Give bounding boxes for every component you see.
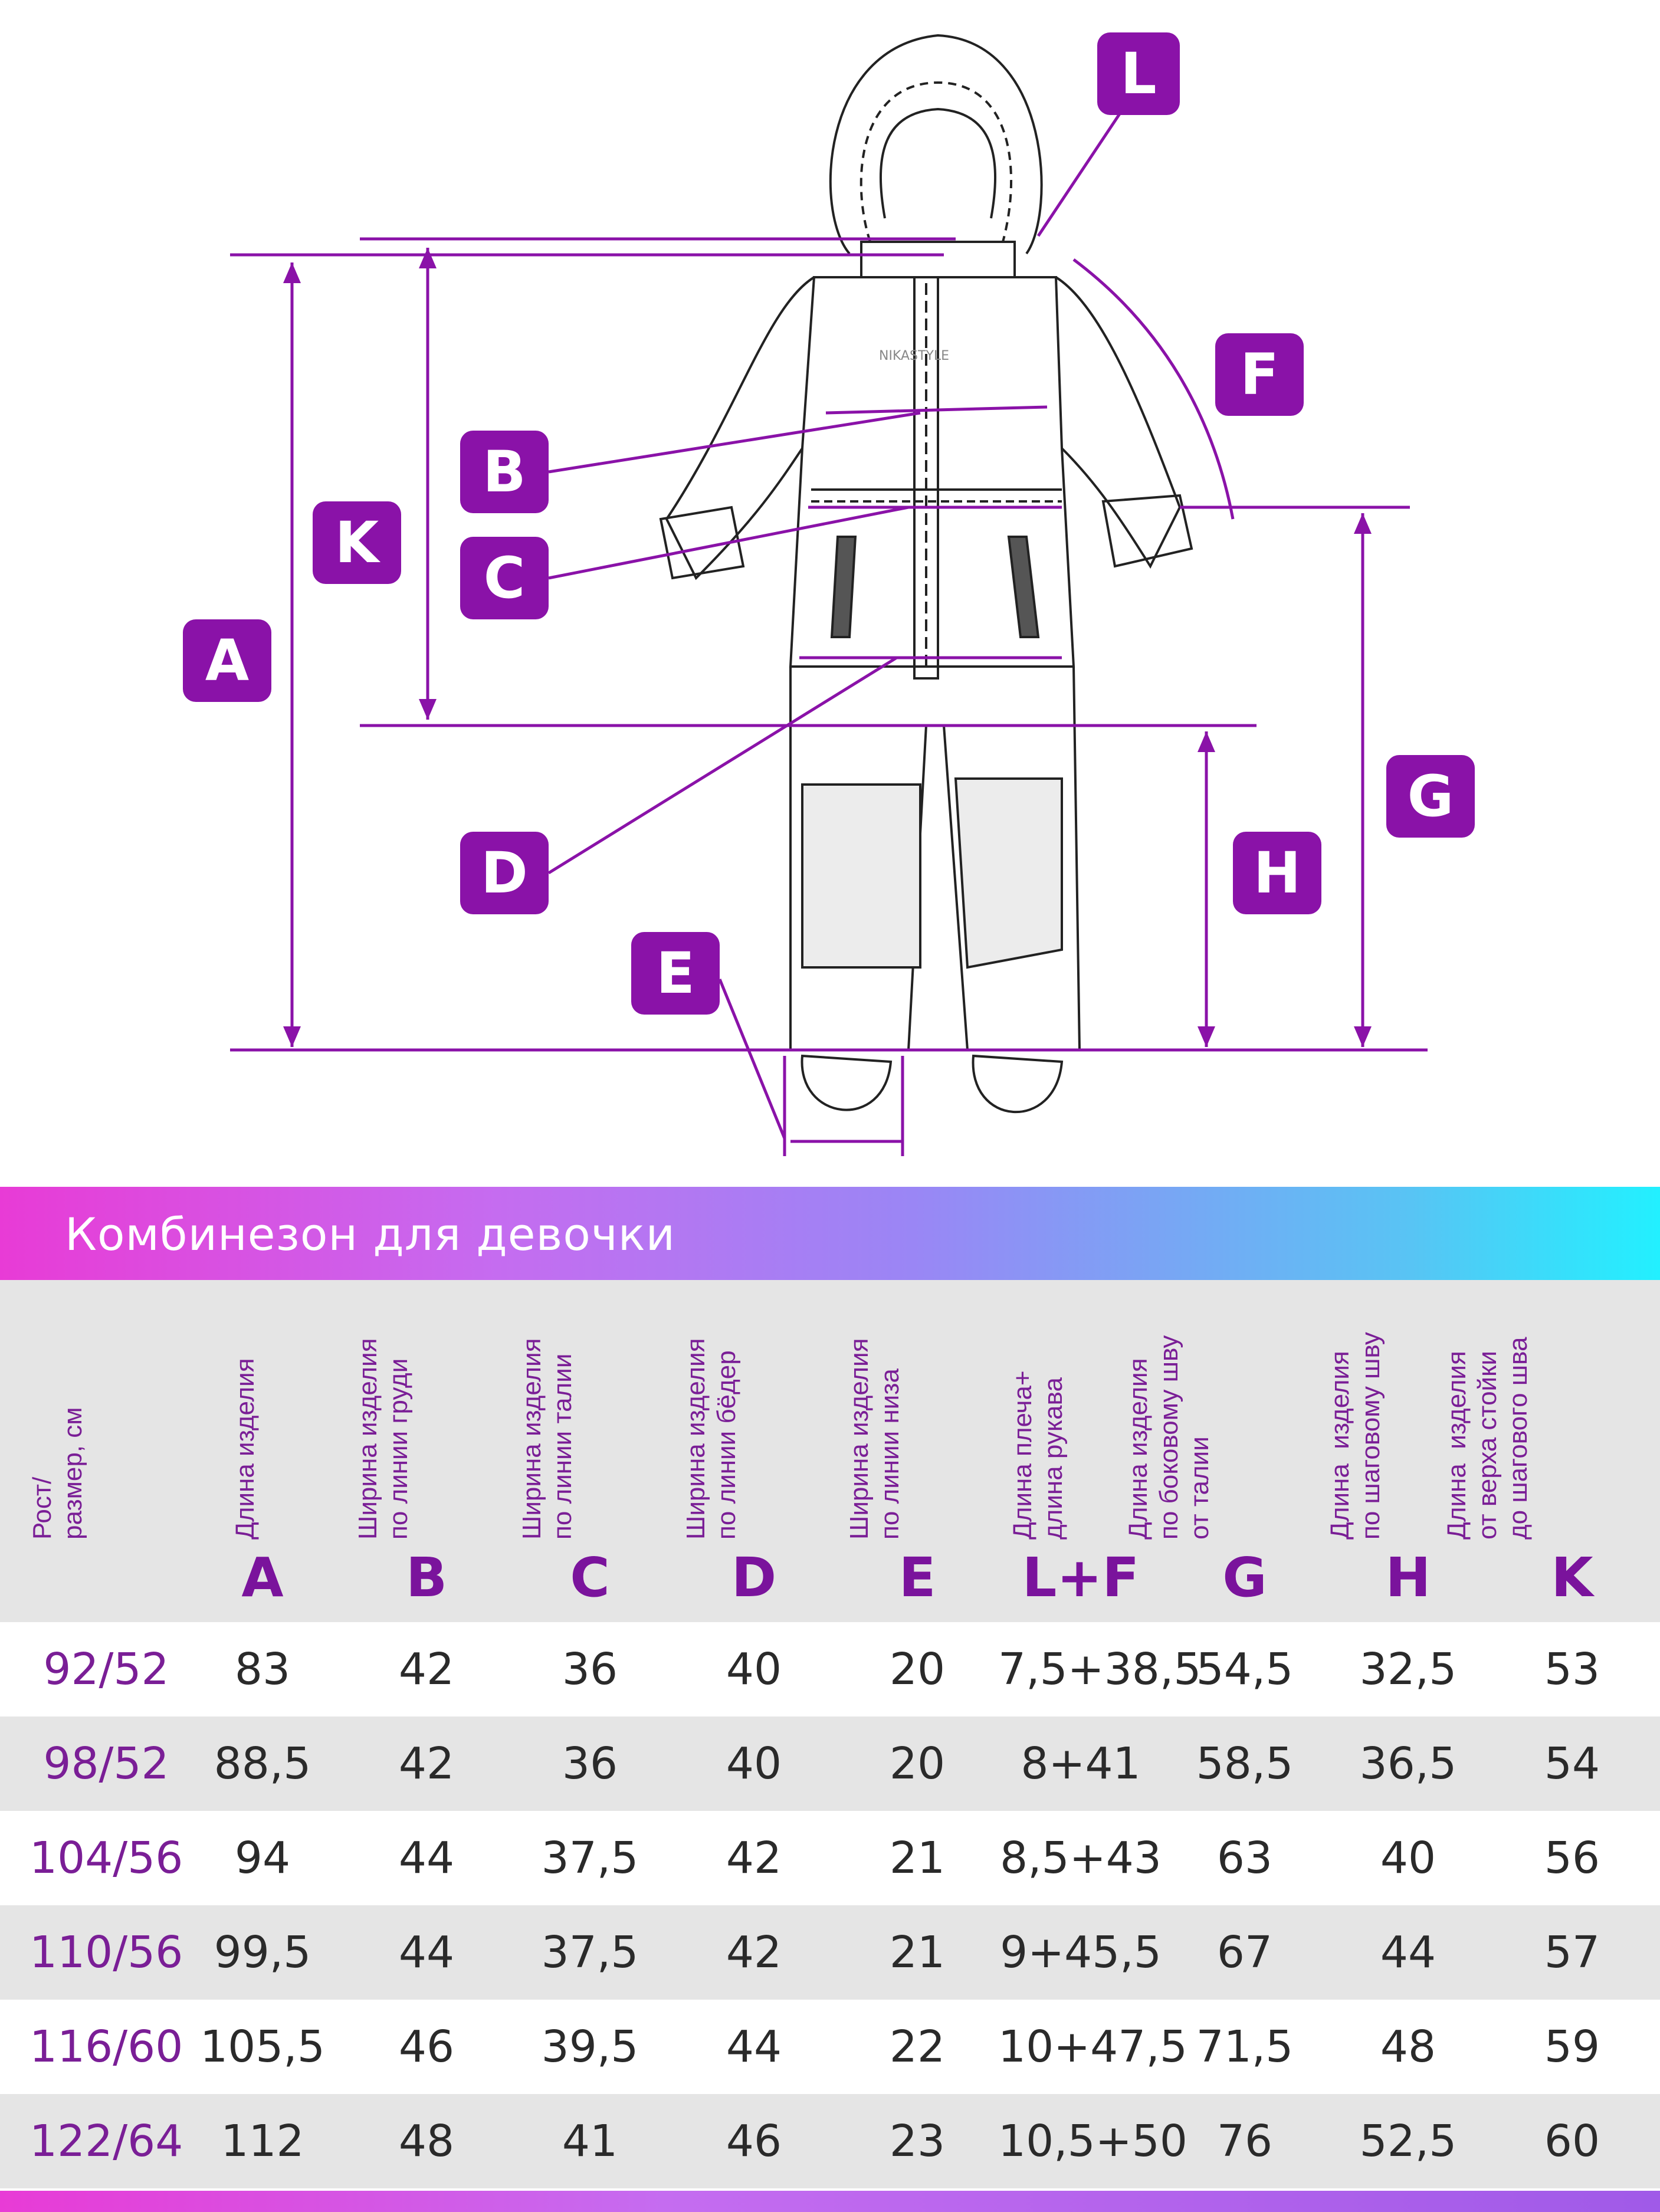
column-label-g: Длина изделия по боковому шву от талии bbox=[1124, 1335, 1214, 1540]
value-e: 22 bbox=[889, 2021, 946, 2072]
value-g: 67 bbox=[1216, 1927, 1273, 1978]
value-c: 37,5 bbox=[541, 1927, 639, 1978]
value-g: 63 bbox=[1216, 1833, 1273, 1883]
marker-c bbox=[460, 537, 549, 619]
value-h: 40 bbox=[1380, 1833, 1436, 1883]
value-b: 48 bbox=[398, 2116, 455, 2167]
svg-text:D: D bbox=[481, 840, 528, 906]
value-k: 57 bbox=[1544, 1927, 1600, 1978]
value-e: 21 bbox=[889, 1927, 946, 1978]
column-label-e: Ширина изделия по линии низа bbox=[845, 1338, 904, 1540]
value-k: 53 bbox=[1544, 1644, 1600, 1695]
svg-text:H: H bbox=[1253, 840, 1301, 906]
svg-text:E: E bbox=[656, 940, 695, 1006]
value-h: 36,5 bbox=[1359, 1738, 1457, 1789]
value-c: 37,5 bbox=[541, 1833, 639, 1883]
value-e: 20 bbox=[889, 1644, 946, 1695]
brand-label: NIKASTYLE bbox=[879, 349, 950, 363]
measurement-lines bbox=[230, 112, 1428, 1156]
value-e: 20 bbox=[889, 1738, 946, 1789]
jumpsuit-drawing bbox=[661, 35, 1192, 1112]
marker-f bbox=[1215, 333, 1304, 416]
value-d: 46 bbox=[726, 2116, 782, 2167]
column-letter-h: H bbox=[1385, 1546, 1431, 1609]
svg-text:B: B bbox=[483, 439, 526, 505]
value-lf: 10+47,5 bbox=[998, 2021, 1187, 2072]
value-e: 21 bbox=[889, 1833, 946, 1883]
table-header bbox=[0, 1280, 1660, 1622]
value-g: 54,5 bbox=[1196, 1644, 1294, 1695]
column-letter-c: C bbox=[570, 1546, 610, 1609]
svg-text:K: K bbox=[334, 510, 379, 576]
column-letter-e: E bbox=[898, 1546, 936, 1609]
svg-text:C: C bbox=[483, 545, 526, 611]
value-lf: 7,5+38,5 bbox=[998, 1644, 1202, 1695]
column-letter-a: A bbox=[241, 1546, 284, 1609]
value-lf: 9+45,5 bbox=[1000, 1927, 1162, 1978]
value-d: 40 bbox=[726, 1738, 782, 1789]
marker-h bbox=[1233, 832, 1321, 914]
table-row bbox=[0, 1622, 1660, 1717]
column-letter-d: D bbox=[731, 1546, 777, 1609]
value-d: 44 bbox=[726, 2021, 782, 2072]
svg-text:G: G bbox=[1407, 763, 1454, 829]
value-lf: 8+41 bbox=[1021, 1738, 1141, 1789]
size-cell: 92/52 bbox=[43, 1644, 169, 1695]
value-a: 94 bbox=[234, 1833, 291, 1883]
value-h: 52,5 bbox=[1359, 2116, 1457, 2167]
table-row bbox=[0, 2094, 1660, 2188]
size-cell: 104/56 bbox=[29, 1833, 183, 1883]
svg-text:L: L bbox=[1120, 41, 1157, 107]
value-c: 41 bbox=[562, 2116, 618, 2167]
value-g: 58,5 bbox=[1196, 1738, 1294, 1789]
value-d: 42 bbox=[726, 1833, 782, 1883]
svg-text:F: F bbox=[1240, 342, 1279, 408]
bottom-accent-bar bbox=[0, 2191, 1660, 2212]
table-title: Комбинезон для девочки bbox=[65, 1208, 676, 1261]
value-h: 44 bbox=[1380, 1927, 1436, 1978]
column-label-d: Ширина изделия по линии бёдер bbox=[681, 1338, 741, 1540]
table-row bbox=[0, 1905, 1660, 2000]
table-row bbox=[0, 1717, 1660, 1811]
value-b: 42 bbox=[398, 1644, 455, 1695]
value-k: 60 bbox=[1544, 2116, 1600, 2167]
marker-b bbox=[460, 431, 549, 513]
size-cell: 98/52 bbox=[43, 1738, 169, 1789]
column-label-c: Ширина изделия по линии талии bbox=[517, 1338, 577, 1540]
value-c: 36 bbox=[562, 1644, 618, 1695]
value-e: 23 bbox=[889, 2116, 946, 2167]
value-k: 56 bbox=[1544, 1833, 1600, 1883]
column-label-b: Ширина изделия по линии груди bbox=[353, 1338, 413, 1540]
value-c: 36 bbox=[562, 1738, 618, 1789]
size-cell: 110/56 bbox=[29, 1927, 183, 1978]
value-b: 42 bbox=[398, 1738, 455, 1789]
column-letter-g: G bbox=[1222, 1546, 1267, 1609]
column-label-lf: Длина плеча+ длина рукава bbox=[1008, 1370, 1068, 1540]
value-a: 83 bbox=[234, 1644, 291, 1695]
size-column-header: Рост/ размер, см bbox=[28, 1407, 87, 1540]
value-d: 42 bbox=[726, 1927, 782, 1978]
column-letter-b: B bbox=[405, 1546, 448, 1609]
value-a: 88,5 bbox=[214, 1738, 311, 1789]
marker-g bbox=[1386, 755, 1475, 838]
value-a: 99,5 bbox=[214, 1927, 311, 1978]
table-row bbox=[0, 1811, 1660, 1905]
value-b: 46 bbox=[398, 2021, 455, 2072]
value-h: 32,5 bbox=[1359, 1644, 1457, 1695]
marker-d bbox=[460, 832, 549, 914]
value-h: 48 bbox=[1380, 2021, 1436, 2072]
value-c: 39,5 bbox=[541, 2021, 639, 2072]
value-lf: 8,5+43 bbox=[1000, 1833, 1162, 1883]
marker-a bbox=[183, 619, 271, 702]
marker-e bbox=[631, 932, 720, 1015]
table-title-bar bbox=[0, 1187, 1660, 1280]
value-g: 76 bbox=[1216, 2116, 1273, 2167]
size-cell: 116/60 bbox=[29, 2021, 183, 2072]
table-row bbox=[0, 2000, 1660, 2094]
value-b: 44 bbox=[398, 1927, 455, 1978]
value-k: 59 bbox=[1544, 2021, 1600, 2072]
marker-k bbox=[313, 501, 401, 584]
size-cell: 122/64 bbox=[29, 2116, 183, 2167]
svg-text:A: A bbox=[205, 628, 250, 694]
value-lf: 10,5+50 bbox=[998, 2116, 1187, 2167]
column-label-a: Длина изделия bbox=[231, 1358, 260, 1540]
value-a: 112 bbox=[221, 2116, 304, 2167]
column-label-h: Длина изделия по шаговому шву bbox=[1326, 1332, 1385, 1540]
column-letter-k: K bbox=[1551, 1546, 1593, 1609]
column-label-k: Длина изделия от верха стойки до шагового шва bbox=[1442, 1337, 1533, 1540]
value-b: 44 bbox=[398, 1833, 455, 1883]
value-k: 54 bbox=[1544, 1738, 1600, 1789]
marker-l bbox=[1097, 32, 1180, 115]
value-g: 71,5 bbox=[1196, 2021, 1294, 2072]
value-a: 105,5 bbox=[200, 2021, 325, 2072]
value-d: 40 bbox=[726, 1644, 782, 1695]
column-letter-lf: L+F bbox=[1022, 1546, 1140, 1609]
